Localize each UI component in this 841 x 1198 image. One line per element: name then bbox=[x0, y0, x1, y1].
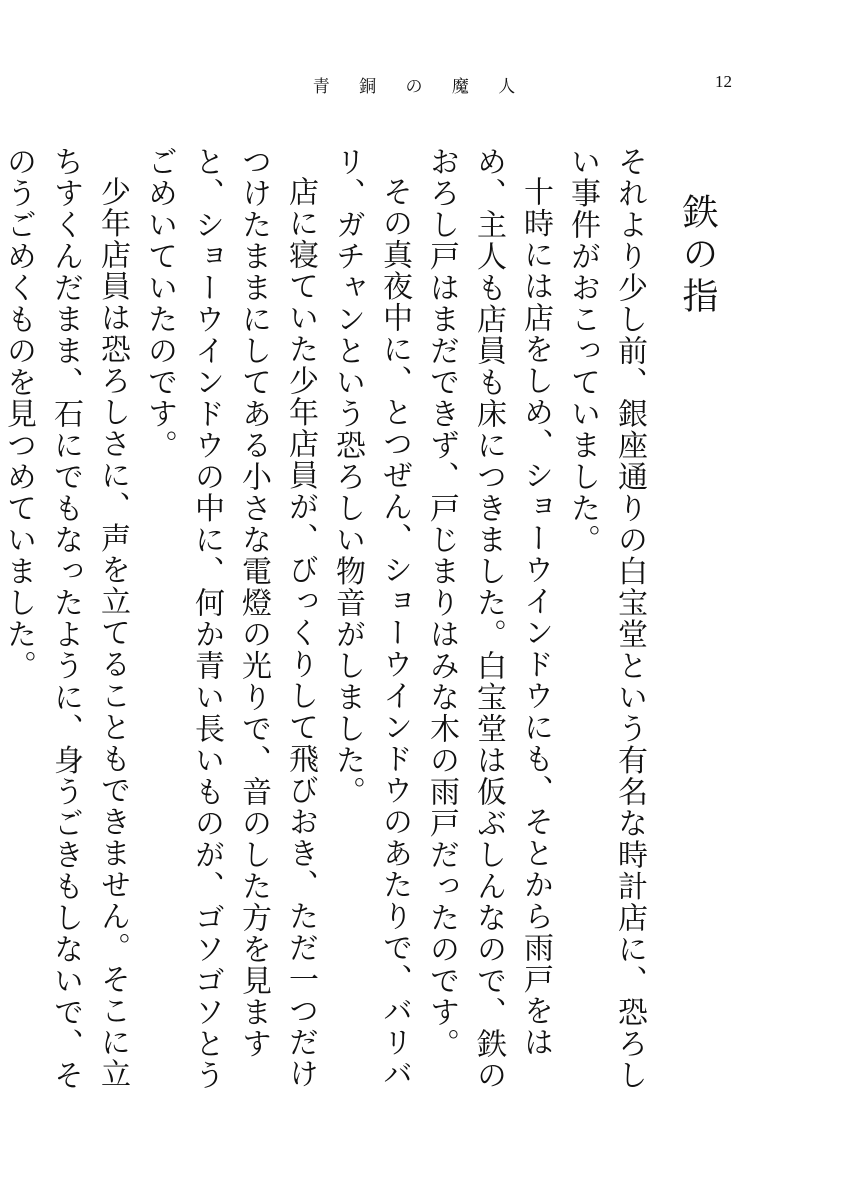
paragraph: それより少し前、銀座通りの白宝堂という有名な時計店に、恐ろしい事件がおこっていました。 bbox=[565, 146, 647, 1091]
page-number: 12 bbox=[715, 72, 732, 91]
chapter-title: 鉄の指 bbox=[677, 193, 718, 319]
paragraph: 店に寝ていた少年店員が、びっくりして飛びおき、ただ一つだけつけたままにしてある小さな電燈の光りで、音のした方を見ますと、ショーウインドウの中に、何か青い長いものが、ゴソゴソとうごめいていたのです。 bbox=[142, 146, 318, 1091]
paragraph: その真夜中に、とつぜん、ショーウインドウのあたりで、バリバリ、ガチャンという恐ろしい物音がしました。 bbox=[330, 146, 412, 1090]
paragraph: 少年店員は恐ろしさに、声を立てることもできません。そこに立ちすくんだまま、石にでもなったように、身うごきもしないで、そのうごめくものを見つめていました。 bbox=[1, 146, 130, 1091]
body-text bbox=[1, 146, 653, 1111]
paragraph: 十時には店をしめ、ショーウインドウにも、そとから雨戸をはめ、主人も店員も床につきました。白宝堂は仮ぶしんなので、鉄のおろし戸はまだできず、戸じまりはみな木の雨戸だったのです。 bbox=[424, 146, 553, 1091]
running-header-book-title: 青 銅 の 魔 人 bbox=[312, 77, 528, 97]
